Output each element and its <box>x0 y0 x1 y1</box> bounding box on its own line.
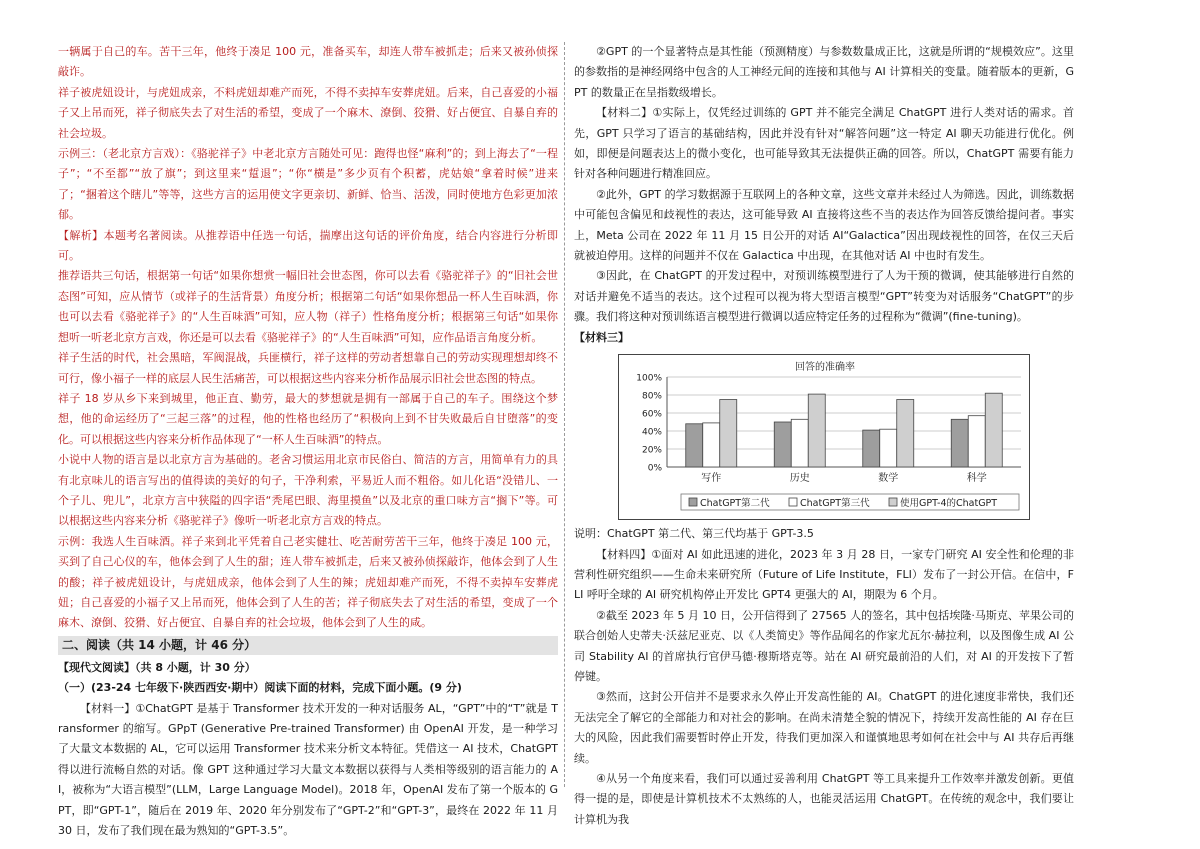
material-one-para-2: ②GPT 的一个显著特点是其性能（预测精度）与参数数量成正比，这就是所谓的“规模效应”。这里的参数指的是神经网络中包含的人工神经元间的连接和其他与 AI 计算相关的变量。随着版本的更新，GPT 的数量正在呈指数级增长。 <box>574 45 1074 99</box>
left-column <box>58 42 558 841</box>
material-one: 【材料一】①ChatGPT 是基于 Transformer 技术开发的一种对话服务 AL，“GPT”中的“T”就是 Transformer 的缩写。GPpT (Generative Pre-trained Transformer) 由 OpenAI 开发，是一种学习了大量文本数据的 AL，它可以运用 Transformer 技术来分析文本特征。凭借这一 AI 技术，ChatGPT 得以进行流畅自然的对话。像 GPT 这种通过学习大量文本数据以获得与人类相等级别的语言能力的 AI，被称为“大语言模型”(LLM，Large Language Model)。2018 年，OpenAI 发布了第一个版本的 GPT，即“GPT-1”，随后在 2019 年、2020 年分别发布了“GPT-2”和“GPT-3”，最终在 2022 年 11 月 30 日，发布了我们现在最为熟知的“GPT-3.5”。 <box>58 701 558 838</box>
legend-swatch <box>889 498 897 506</box>
bar <box>774 422 791 467</box>
legend-label: 使用GPT-4的ChatGPT <box>900 498 998 510</box>
bar <box>968 416 985 467</box>
legend-swatch <box>789 498 797 506</box>
bar <box>808 394 825 467</box>
answer-example-3: 示例三：（老北京方言戏）：《骆驼祥子》中老北京方言随处可见：跑得也怪“麻利”的；到上海去了“一程子”；“不至都”“放了旗”；到这里来“踅退”；“你“横是”多少页有个积蓄，虎姑娘“拿着时候”进来了；“捆着这个瞎儿”等等，这些方言的运用使文字更亲切、新鲜、恰当、活泼，同时使地方色彩更加浓郁。 <box>58 147 558 222</box>
question-line: （一）(23-24 七年级下·陕西西安·期中）阅读下面的材料，完成下面小题。(9 分) <box>58 681 462 695</box>
material-four-para-4: ④从另一个角度来看，我们可以通过妥善利用 ChatGPT 等工具来提升工作效率并激发创新。更值得一提的是，即使是计算机技术不太熟练的人，也能灵活运用 ChatGPT。在传统的观念中，我们要让计算机为我 <box>574 771 1074 826</box>
bar <box>686 424 703 467</box>
column-divider <box>564 42 565 787</box>
analysis-heading: 【解析】本题考名著阅读。从推荐语中任选一句话，揣摩出这句话的评价角度，结合内容进行分析即可。 <box>58 228 558 263</box>
analysis-text-1: 推荐语共三句话，根据第一句话“如果你想赏一幅旧社会世态图，你可以去看《骆驼祥子》的“旧社会世态图”可知，应从情节（或祥子的生活背景）角度分析；根据第二句话“如果你想品一杯人生百味酒，你也可以去看《骆驼祥子》的“人生百味酒”可知，应人物（祥子）性格角度分析；根据第三句话“如果你想听一听老北京方言戏，你还是可以去看《骆驼祥子》的“人生百味酒”可知，应作品语言角度分析。 <box>58 269 558 344</box>
y-tick-label: 0% <box>647 463 662 474</box>
analysis-example: 示例：我选人生百味酒。祥子来到北平凭着自己老实健壮、吃苦耐劳苦干三年，他终于凑足 100 元，买到了自己心仪的车，他体会到了人生的甜；连人带车被抓走，后来又被孙侦探敲诈，他体会到了人生的酸；祥子被虎妞设计，与虎妞成亲，他体会到了人生的辣；虎妞却难产而死，不得不卖掉车安葬虎妞；自己喜爱的小福子又上吊而死，他体会到了人生的苦；祥子彻底失去了对生活的希望，变成了一个麻木、潦倒、狡猾、好占便宜、自暴自弃的社会垃圾，他体会到了人生的咸。 <box>58 534 558 630</box>
accuracy-chart-svg <box>619 355 1031 521</box>
legend-swatch <box>689 498 697 506</box>
bar <box>703 423 720 467</box>
material-two-para-2: ②此外，GPT 的学习数据源于互联网上的各种文章，这些文章并未经过人为筛选。因此，训练数据中可能包含偏见和歧视性的表达，这可能导致 AI 直接将这些不当的表达作为回答反馈给提问者。事实上，Meta 公司在 2022 年 11 月 15 日公开的对话 AI“Galactica”因出现歧视性的回答，在仅三天后就被迫停用。这样的问题并不仅在 Galactica 中出现，在其他对话 AI 中也时有发生。 <box>574 187 1074 263</box>
bar <box>880 429 897 467</box>
material-four-para-2: ②截至 2023 年 5 月 10 日，公开信得到了 27565 人的签名，其中包括埃隆·马斯克、苹果公司的联合创始人史蒂夫·沃兹尼亚克、以《人类简史》等作品闻名的作家尤瓦尔·赫拉利，以及图像生成 AI 公司 Stability AI 的首席执行官伊马德·穆斯塔克等。站在 AI 研究最前沿的人们，对 AI 的开发按下了暂停键。 <box>574 608 1074 683</box>
answer-text-1: 一辆属于自己的车。苦干三年，他终于凑足 100 元，准备买车，却连人带车被抓走；后来又被孙侦探敲诈。 <box>58 45 558 79</box>
bar <box>951 419 968 467</box>
material-two-para-1: 【材料二】①实际上，仅凭经过训练的 GPT 并不能完全满足 ChatGPT 进行人类对话的需求。首先，GPT 只学习了语言的基础结构，因此并没有针对“解答问题”这一特定 AI 聊天功能进行优化。例如，即便是问题表达上的微小变化，也可能导致其无法提供正确的回答。所以，ChatGPT 需要有能力针对各种问题进行精准回应。 <box>574 106 1074 181</box>
material-three-label: 【材料三】 <box>574 330 629 344</box>
right-column <box>574 42 1074 830</box>
x-tick-label: 数学 <box>878 473 899 485</box>
chart-note: 说明：ChatGPT 第二代、第三代均基于 GPT-3.5 <box>574 527 814 541</box>
legend-label: ChatGPT第二代 <box>700 498 770 510</box>
bar <box>720 400 737 468</box>
bar <box>897 400 914 468</box>
chart-title: 回答的准确率 <box>795 362 855 374</box>
y-tick-label: 20% <box>641 445 662 456</box>
x-tick-label: 写作 <box>701 473 722 485</box>
y-tick-label: 40% <box>641 427 662 438</box>
material-four-para-1: 【材料四】①面对 AI 如此迅速的进化，2023 年 3 月 28 日，一家专门研究 AI 安全性和伦理的非营利性研究组织——生命未来研究所（Future of Life Institute，FLI）发布了一封公开信。在信中，FLI 呼吁全球的 AI 研究机构停止开发比 GPT4 更强大的 AI，期限为 6 个月。 <box>574 547 1074 602</box>
bar <box>791 419 808 467</box>
x-tick-label: 科学 <box>966 473 987 485</box>
analysis-text-4: 小说中人物的语言是以北京方言为基础的。老舍习惯运用北京市民俗白、简洁的方言，用简单有力的具有北京味儿的语言写出的值得读的美好的句子，干净利索，平易近人而不粗俗。如儿化语“没错儿、一个子儿、兜儿”，北京方言中狭隘的四字语“秃尾巴眼、海里摸鱼”以及北京的重口味方言“搁下”等。可以根据这些内容来分析《骆驼祥子》像听一听老北京方言戏的特点。 <box>58 453 558 528</box>
accuracy-chart <box>618 354 1030 520</box>
legend-label: ChatGPT第三代 <box>800 498 870 510</box>
y-tick-label: 100% <box>636 373 662 384</box>
bar <box>863 430 880 467</box>
bar <box>985 393 1002 467</box>
analysis-text-2: 祥子生活的时代，社会黑暗，军阀混战，兵匪横行，祥子这样的劳动者想靠自己的劳动实现理想却终不可行，像小福子一样的底层人民生活痛苦，可以根据这些内容来分析作品展示旧社会世态图的特点。 <box>58 351 558 385</box>
material-two-para-3: ③因此，在 ChatGPT 的开发过程中，对预训练模型进行了人为干预的微调，使其能够进行自然的对话并避免不适当的表达。这个过程可以视为将大型语言模型“GPT”转变为对话服务“ChatGPT”的步骤。我们将这种对预训练语言模型进行微调以适应特定任务的过程称为“微调”(fine-tuning)。 <box>574 269 1074 324</box>
y-tick-label: 60% <box>641 409 662 420</box>
x-tick-label: 历史 <box>789 473 810 485</box>
analysis-text-3: 祥子 18 岁从乡下来到城里，他正直、勤劳，最大的梦想就是拥有一部属于自己的车子。围绕这个梦想，他的命运经历了“三起三落”的过程，他的性格也经历了“积极向上到不甘失败最后自甘堕落”的变化。可以根据这些内容来分析作品体现了“一杯人生百味酒”的特点。 <box>58 391 558 446</box>
answer-text-2: 祥子被虎妞设计，与虎妞成亲，不料虎妞却难产而死，不得不卖掉车安葬虎妞。后来，自己喜爱的小福子又上吊而死，祥子彻底失去了对生活的希望，变成了一个麻木、潦倒、狡猾、好占便宜、自暴自弃的社会垃圾。 <box>58 85 558 140</box>
y-tick-label: 80% <box>641 391 662 402</box>
section-heading: 二、阅读（共 14 小题，计 46 分） <box>58 636 558 655</box>
sub-heading: 【现代文阅读】（共 8 小题，计 30 分） <box>58 660 256 674</box>
material-four-para-3: ③然而，这封公开信并不是要求永久停止开发高性能的 AI。ChatGPT 的进化速度非常快，我们还无法完全了解它的全部能力和对社会的影响。在尚未清楚全貌的情况下，持续开发高性能的 AI 存在巨大的风险，因此我们需要暂时停止开发，待我们更加深入和谨慎地思考如何在社会中与 AI 共存后再继续。 <box>574 690 1074 765</box>
